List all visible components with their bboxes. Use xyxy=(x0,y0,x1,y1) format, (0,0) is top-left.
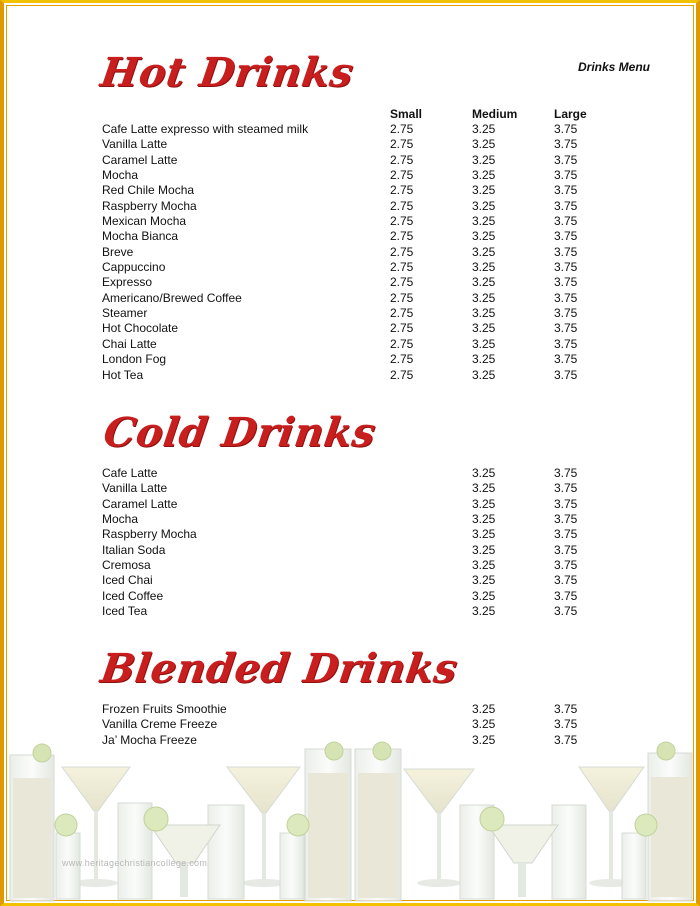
price-medium: 3.25 xyxy=(472,168,496,183)
price-medium: 3.25 xyxy=(472,481,496,496)
price-large: 3.75 xyxy=(554,183,578,198)
price-large: 3.75 xyxy=(554,137,578,152)
price-small: 2.75 xyxy=(390,260,414,275)
price-medium: 3.25 xyxy=(472,336,496,351)
menu-row xyxy=(102,717,622,732)
price-large: 3.75 xyxy=(554,542,578,557)
drink-name: Frozen Fruits Smoothie xyxy=(102,702,227,716)
price-medium: 3.25 xyxy=(472,290,496,305)
price-small: 2.75 xyxy=(390,290,414,305)
price-medium: 3.25 xyxy=(472,604,496,619)
drink-name: Mocha xyxy=(102,168,139,183)
drink-name: Hot Tea xyxy=(102,367,144,382)
price-large: 3.75 xyxy=(554,732,578,747)
drink-name: Caramel Latte xyxy=(102,496,178,511)
price-large: 3.75 xyxy=(554,168,578,183)
drink-name: Chai Latte xyxy=(102,336,157,351)
price-large: 3.75 xyxy=(554,604,578,619)
menu-row xyxy=(102,122,622,137)
menu-row xyxy=(102,137,622,152)
price-small: 2.75 xyxy=(390,229,414,244)
menu-row xyxy=(102,512,622,527)
price-medium: 3.25 xyxy=(472,466,496,480)
price-large: 3.75 xyxy=(554,588,578,603)
drink-name: Mocha Bianca xyxy=(102,229,179,244)
price-medium: 3.25 xyxy=(472,527,496,542)
drink-name: Iced Coffee xyxy=(102,588,164,603)
price-medium: 3.25 xyxy=(472,244,496,259)
drink-name: Cafe Latte expresso with steamed milk xyxy=(102,122,309,136)
price-medium: 3.25 xyxy=(472,702,496,716)
menu-row xyxy=(102,321,622,336)
menu-row xyxy=(102,153,622,168)
price-medium: 3.25 xyxy=(472,275,496,290)
cocktail-glasses-illustration xyxy=(4,733,696,903)
price-medium: 3.25 xyxy=(472,352,496,367)
price-medium: 3.25 xyxy=(472,573,496,588)
price-medium: 3.25 xyxy=(472,512,496,527)
menu-row xyxy=(102,214,622,229)
drink-name: Mocha xyxy=(102,512,139,527)
price-large: 3.75 xyxy=(554,152,578,167)
drink-name: Expresso xyxy=(102,275,153,290)
drink-name: Americano/Brewed Coffee xyxy=(102,290,242,305)
price-medium: 3.25 xyxy=(472,137,496,152)
column-small: Small xyxy=(390,107,423,121)
menu-row xyxy=(102,702,622,717)
menu-row xyxy=(102,260,622,275)
menu-row xyxy=(102,337,622,352)
price-small: 2.75 xyxy=(390,214,414,229)
drink-name: Mexican Mocha xyxy=(102,214,187,229)
price-large: 3.75 xyxy=(554,496,578,511)
menu-row xyxy=(102,527,622,542)
column-medium: Medium xyxy=(472,107,518,121)
drink-name: Cappuccino xyxy=(102,260,166,275)
price-medium: 3.25 xyxy=(472,542,496,557)
price-large: 3.75 xyxy=(554,702,578,716)
price-large: 3.75 xyxy=(554,527,578,542)
drinks-menu-label: Drinks Menu xyxy=(578,60,651,74)
drink-name: Raspberry Mocha xyxy=(102,198,197,213)
price-small: 2.75 xyxy=(390,321,414,336)
price-medium: 3.25 xyxy=(472,717,496,732)
price-small: 2.75 xyxy=(390,122,414,136)
price-medium: 3.25 xyxy=(472,306,496,321)
price-large: 3.75 xyxy=(554,198,578,213)
price-small: 2.75 xyxy=(390,244,414,259)
cold-drinks-heading: Cold Drinks xyxy=(100,409,379,456)
menu-row xyxy=(102,466,622,481)
menu-row xyxy=(102,199,622,214)
price-medium: 3.25 xyxy=(472,260,496,275)
menu-row xyxy=(102,291,622,306)
drink-name: Breve xyxy=(102,244,134,259)
price-large: 3.75 xyxy=(554,229,578,244)
drink-name: Iced Tea xyxy=(102,604,148,619)
price-small: 2.75 xyxy=(390,352,414,367)
price-small: 2.75 xyxy=(390,367,414,382)
hot-drinks-heading: Hot Drinks xyxy=(97,49,357,96)
menu-row xyxy=(102,573,622,588)
menu-row xyxy=(102,558,622,573)
drink-name: Red Chile Mocha xyxy=(102,183,195,198)
drink-name: Cafe Latte xyxy=(102,466,158,480)
price-medium: 3.25 xyxy=(472,198,496,213)
price-large: 3.75 xyxy=(554,558,578,573)
drink-name: Vanilla Latte xyxy=(102,481,168,496)
price-large: 3.75 xyxy=(554,214,578,229)
price-small: 2.75 xyxy=(390,336,414,351)
drink-name: London Fog xyxy=(102,352,167,367)
price-medium: 3.25 xyxy=(472,229,496,244)
drink-name: Steamer xyxy=(102,306,148,321)
price-large: 3.75 xyxy=(554,352,578,367)
hot-drinks-list xyxy=(102,122,622,383)
column-large: Large xyxy=(554,107,587,121)
price-medium: 3.25 xyxy=(472,732,496,747)
price-medium: 3.25 xyxy=(472,122,496,136)
price-large: 3.75 xyxy=(554,122,578,136)
menu-row xyxy=(102,368,622,383)
price-large: 3.75 xyxy=(554,260,578,275)
price-large: 3.75 xyxy=(554,244,578,259)
price-medium: 3.25 xyxy=(472,214,496,229)
menu-row xyxy=(102,183,622,198)
drink-name: Italian Soda xyxy=(102,542,166,557)
menu-row xyxy=(102,543,622,558)
price-small: 2.75 xyxy=(390,198,414,213)
price-small: 2.75 xyxy=(390,306,414,321)
price-large: 3.75 xyxy=(554,275,578,290)
menu-row xyxy=(102,245,622,260)
price-medium: 3.25 xyxy=(472,152,496,167)
cold-drinks-list xyxy=(102,466,622,619)
price-small: 2.75 xyxy=(390,152,414,167)
drink-name: Raspberry Mocha xyxy=(102,527,197,542)
price-large: 3.75 xyxy=(554,512,578,527)
drink-name: Hot Chocolate xyxy=(102,321,179,336)
drink-name: Vanilla Latte xyxy=(102,137,168,152)
price-medium: 3.25 xyxy=(472,321,496,336)
price-medium: 3.25 xyxy=(472,183,496,198)
price-large: 3.75 xyxy=(554,336,578,351)
drink-name: Ja’ Mocha Freeze xyxy=(102,732,197,747)
price-medium: 3.25 xyxy=(472,558,496,573)
drink-name: Vanilla Creme Freeze xyxy=(102,717,218,732)
menu-row xyxy=(102,481,622,496)
menu-row xyxy=(102,306,622,321)
drink-name: Cremosa xyxy=(102,558,151,573)
price-medium: 3.25 xyxy=(472,496,496,511)
price-large: 3.75 xyxy=(554,717,578,732)
price-medium: 3.25 xyxy=(472,588,496,603)
menu-row xyxy=(102,589,622,604)
watermark-text: www.heritagechristiancollege.com xyxy=(62,858,208,868)
menu-row xyxy=(102,168,622,183)
price-large: 3.75 xyxy=(554,481,578,496)
blended-drinks-heading: Blended Drinks xyxy=(97,645,461,692)
menu-row xyxy=(102,275,622,290)
menu-row xyxy=(102,229,622,244)
price-large: 3.75 xyxy=(554,306,578,321)
price-large: 3.75 xyxy=(554,290,578,305)
price-large: 3.75 xyxy=(554,466,578,480)
price-large: 3.75 xyxy=(554,367,578,382)
menu-row xyxy=(102,604,622,619)
price-large: 3.75 xyxy=(554,573,578,588)
price-small: 2.75 xyxy=(390,275,414,290)
price-small: 2.75 xyxy=(390,183,414,198)
menu-row xyxy=(102,352,622,367)
drink-name: Iced Chai xyxy=(102,573,153,588)
price-large: 3.75 xyxy=(554,321,578,336)
drink-name: Caramel Latte xyxy=(102,152,178,167)
price-small: 2.75 xyxy=(390,168,414,183)
menu-row xyxy=(102,497,622,512)
price-small: 2.75 xyxy=(390,137,414,152)
price-medium: 3.25 xyxy=(472,367,496,382)
